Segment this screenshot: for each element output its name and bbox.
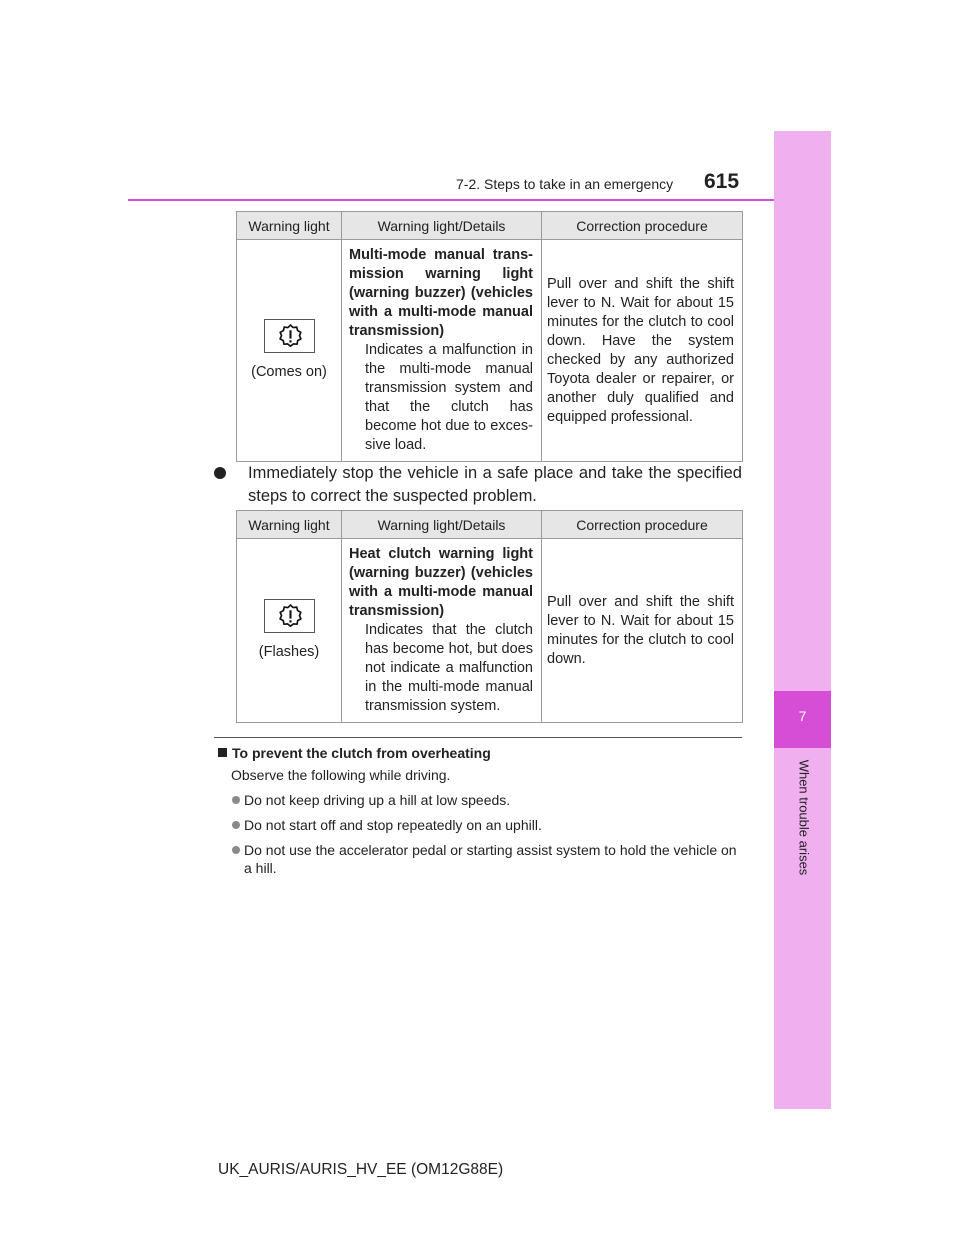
- chapter-side-tab: [774, 131, 831, 1109]
- icon-caption: (Comes on): [251, 364, 327, 380]
- warning-table-1: [236, 211, 743, 462]
- warning-table-2: [236, 510, 743, 723]
- list-item: [231, 791, 744, 809]
- bullet-dot-icon: [214, 467, 226, 479]
- bullet-dot-icon: [232, 846, 240, 854]
- header-rule: [128, 199, 831, 201]
- list-item: [231, 841, 744, 877]
- list-item-text: Do not use the accelerator pedal or starting assist system to hold the vehicle on a hill.: [244, 842, 737, 876]
- correction-procedure: Pull over and shift the shift lever to N. Wait for about 15 minutes for the clutch to cool down. Have the system checked by any authorized Toyota dealer or repairer, or another duly qualified and equipped professional.: [542, 240, 743, 462]
- header-correction: Correction procedure: [542, 212, 743, 240]
- warning-light-cell: [237, 539, 342, 723]
- section-intro: Observe the following while driving.: [231, 767, 451, 783]
- warning-description: Indicates a malfunction in the multi-mode manual transmission system and that the clutch has become hot due to exces-sive load.: [365, 342, 533, 453]
- clutch-warning-icon: [264, 319, 315, 353]
- instruction-text: Immediately stop the vehicle in a safe place and take the specified steps to correct the suspected problem.: [248, 464, 742, 505]
- page-number: 615: [704, 170, 740, 193]
- correction-procedure: Pull over and shift the shift lever to N. Wait for about 15 minutes for the clutch to cool down.: [542, 539, 743, 723]
- section-heading: [218, 745, 491, 761]
- list-item-text: Do not start off and stop repeatedly on an uphill.: [244, 817, 542, 833]
- warning-light-cell: [237, 240, 342, 462]
- table-row: [237, 539, 743, 723]
- chapter-number: 7: [798, 708, 807, 724]
- warning-title: Heat clutch warning light (warning buzzer) (vehicles with a multi-mode manual transmission): [349, 546, 533, 619]
- bullet-dot-icon: [232, 796, 240, 804]
- warning-title: Multi-mode manual trans-mission warning light (warning buzzer) (vehicles with a multi-mode manual transmission): [349, 247, 533, 339]
- footer-document-code: UK_AURIS/AURIS_HV_EE (OM12G88E): [218, 1161, 504, 1178]
- chapter-title: When trouble arises: [796, 759, 812, 876]
- header-section-title: 7-2. Steps to take in an emergency: [456, 176, 674, 192]
- list-item: [231, 816, 744, 834]
- warning-description: Indicates that the clutch has become hot, but does not indicate a malfunction in the multi-mode manual transmission system.: [365, 622, 533, 714]
- table-header-row: [237, 511, 743, 539]
- precaution-list: [231, 791, 744, 884]
- details-cell: [342, 539, 542, 723]
- table-row: [237, 240, 743, 462]
- header-details: Warning light/Details: [342, 212, 542, 240]
- bullet-dot-icon: [232, 821, 240, 829]
- square-bullet-icon: [218, 748, 227, 757]
- header-correction: Correction procedure: [542, 511, 743, 539]
- section-divider: [214, 737, 742, 738]
- icon-caption: (Flashes): [258, 644, 320, 660]
- clutch-warning-icon: [264, 599, 315, 633]
- list-item-text: Do not keep driving up a hill at low speeds.: [244, 792, 511, 808]
- section-heading-text: To prevent the clutch from overheating: [232, 745, 491, 761]
- details-cell: [342, 240, 542, 462]
- header-details: Warning light/Details: [342, 511, 542, 539]
- header-warning-light: Warning light: [237, 212, 342, 240]
- header-warning-light: Warning light: [237, 511, 342, 539]
- table-header-row: [237, 212, 743, 240]
- instruction-bullet: [214, 462, 742, 508]
